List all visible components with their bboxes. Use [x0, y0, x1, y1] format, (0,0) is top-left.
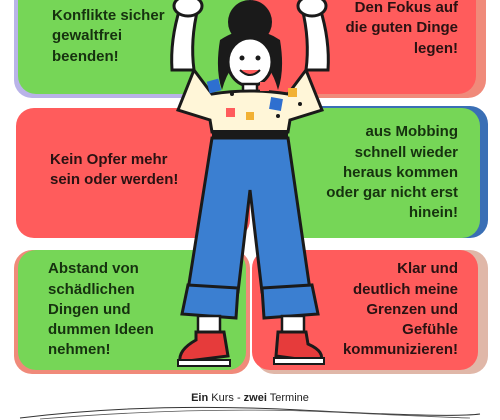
footer-word-ein: Ein: [191, 392, 209, 404]
card-text: Klar und deutlich meine Grenzen und Gefühle kommunizieren!: [342, 260, 458, 359]
card-text: Kein Opfer mehr sein oder werden!: [50, 150, 179, 188]
footer-word-kurs: Kurs -: [208, 392, 244, 404]
scribble-decoration: [0, 400, 500, 420]
cheering-girl-illustration: [150, 0, 350, 380]
card-text: aus Mobbing schnell wieder heraus kommen oder gar nicht erst hinein!: [326, 123, 458, 222]
footer-word-termine: Termine: [266, 392, 309, 404]
footer-word-zwei: zwei: [243, 392, 267, 404]
card-text: Abstand von schädlichen Dingen und dummen Ideen nehmen!: [48, 260, 154, 359]
card-text: Den Fokus auf die guten Dinge legen!: [345, 0, 458, 57]
card-text: Konflikte sicher gewaltfrei beenden!: [52, 7, 165, 65]
